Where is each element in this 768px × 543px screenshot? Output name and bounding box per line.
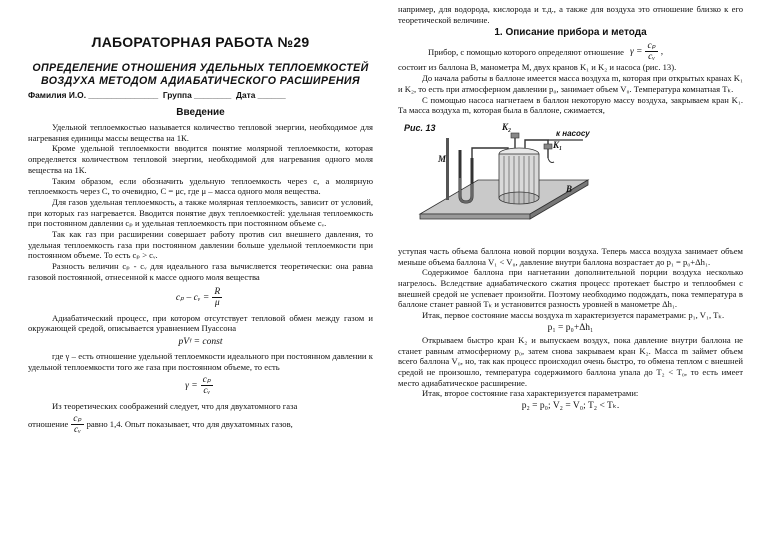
manometer-stand [446, 138, 449, 200]
denominator: cᵥ [73, 425, 81, 436]
apparatus-drawing [398, 118, 743, 242]
label-pump: к насосу [556, 128, 590, 138]
fig-caption: Рис. 13 [404, 122, 436, 133]
base-plate-edge [420, 214, 530, 219]
numerator: R [214, 286, 221, 297]
lab-subtitle-line-2: ВОЗДУХА МЕТОДОМ АДИАБАТИЧЕСКОГО РАСШИРЕНИЯ [40, 74, 361, 87]
fraction [212, 287, 222, 308]
section-heading: 1. Описание прибора и метода [494, 27, 647, 39]
formula-cp-cv [28, 287, 373, 308]
text: равно 1,4. Опыт показывает, что для двухатомных газов, [86, 419, 293, 430]
paragraph: Итак, второе состояние газа характеризуется параметрами: [422, 388, 639, 399]
fraction [71, 414, 83, 435]
k2-valve [511, 133, 519, 138]
paragraph: Разность величин cₚ - cᵥ для идеального газа вычисляется теоретически: она равна газовой постоянной, отнесенной к массе одного моля вещества [28, 261, 373, 282]
text: отношение [28, 419, 69, 430]
label-m: M [438, 153, 447, 164]
paragraph: Итак, первое состояние массы воздуха m характеризуется параметрами: p₁, V₁, Tₖ. [422, 310, 725, 321]
left-page [28, 18, 373, 435]
paragraph: До начала работы в баллоне имеется масса воздуха m, которая при открытых кранах K₁ и K₂, то есть при атмосферном давлении p₀, занимает объем V₀. Температура комнатная Tₖ. [398, 73, 743, 94]
right-page [398, 4, 743, 412]
formula-p1: p₁ = p₀+Δh₁ [547, 322, 594, 333]
paragraph: уступая часть объема баллона новой порции воздуха. Теперь масса воздуха занимает объем меньше объема баллона V₁ < V₀, давление внутри баллона возрастает до p₁ = p₀+Δh₁. [398, 245, 743, 267]
denominator: cᵥ [648, 52, 656, 63]
numerator: cₚ [202, 375, 211, 386]
paragraph: С помощью насоса нагнетаем в баллон некоторую массу воздуха, закрываем кран K₁. Та масса воздуха m, которая была в баллоне, сжимается, [398, 94, 743, 116]
lab-subtitle-line-1: ОПРЕДЕЛЕНИЕ ОТНОШЕНИЯ УДЕЛЬНЫХ ТЕПЛОЕМКОСТЕЙ [32, 62, 369, 74]
apparatus-figure [398, 118, 743, 242]
paragraph: Адиабатический процесс, при котором отсутствует тепловой обмен между газом и окружающей средой, описывается уравнением Пуассона [28, 312, 373, 334]
text: Прибор, с помощью которого определяют отношение [428, 46, 624, 57]
label-k1: K₁ [553, 139, 563, 150]
paragraph: Кроме удельной теплоемкости вводится понятие молярной теплоемкости, которая определяется количеством тепловой энергии, необходимой для нагревания одного моля вещества на 1К. [28, 143, 373, 175]
paragraph: Таким образом, если обозначить удельную теплоемкость через с, а молярную теплоемкость через С, то очевидно, С = μс, где μ – масса одного моля вещества. [28, 175, 373, 197]
label-b: B [566, 183, 573, 194]
numerator: cₚ [73, 414, 82, 425]
k1-valve [544, 144, 552, 149]
formula-state-2: p₂ = p₀; V₂ = V₀; T₂ < Tₖ. [521, 401, 620, 412]
comma: , [660, 46, 664, 57]
formula-left: cₚ – cᵥ = [175, 292, 210, 303]
intro-heading: Введение [176, 107, 225, 118]
paragraph [398, 41, 743, 62]
formula-left: γ = [629, 46, 643, 57]
paragraph: состоит из баллона B, манометра M, двух кранов K₁ и K₂ и насоса (рис. 13). [398, 62, 677, 73]
paragraph [28, 414, 373, 435]
fraction [645, 41, 657, 62]
formula-gamma [28, 375, 373, 396]
paragraph: Для газов удельная теплоемкость, а также молярная теплоемкость, зависит от условий, при которых газ нагревается. Вводится понятие двух теплоемкостей: удельная теплоемкость при постоянном давлении cₚ и удельная теплоемкость при постоянном объеме cᵥ. [28, 196, 373, 229]
lab-title: ЛАБОРАТОРНАЯ РАБОТА №29 [91, 34, 310, 50]
paragraph: где γ – есть отношение удельной теплоемкости идеального при постоянном давлении к удельной теплоемкости того же газа при постоянном объеме, то есть [28, 350, 373, 372]
numerator: cₚ [647, 41, 656, 52]
paragraph: например, для водорода, кислорода и т.д., а также для воздуха это отношение близко к его теоретической величине. [398, 4, 743, 25]
formula-gamma [630, 41, 663, 62]
paragraph: Содержимое баллона при нагнетании дополнительной порции воздуха несколько нагрелось. Вследствие адиабатического сжатия процесс протекает быстро и теплообмен с внешней средой не успевает произойти. Поэтому необходимо подождать, пока температура в баллоне станет равной Tₖ и установится разность уровней в манометре Δh₁. [398, 267, 743, 310]
paragraph: Открываем быстро кран K₂ и выпускаем воздух, пока давление внутри баллона не станет равным атмосферному p₀, затем снова закрываем кран K₂. Масса m займет объем всего баллона V₀, но, так как процесс происходил очень быстро, то обмена теплом с внешней средой не произошло, температура содержимого баллона упала до T₂ < T₀, то есть имеет место адиабатическое расширение. [398, 334, 743, 388]
tube-curl [548, 158, 554, 163]
denominator: cᵥ [203, 386, 211, 397]
paragraph: Из теоретических соображений следует, что для двухатомного газа [52, 401, 298, 412]
paragraph: Удельной теплоемкостью называется количество тепловой энергии, необходимое для нагревания единицы массы вещества на 1К. [28, 122, 373, 143]
formula-left: γ = [185, 380, 198, 391]
label-k2: K₂ [502, 121, 512, 132]
student-info-line: Фамилия И.О. _______________ Группа ________ Дата ______ [28, 90, 286, 100]
denominator: μ [214, 297, 220, 308]
paragraph: Так как газ при расширении совершает работу против сил внешнего давления, то удельная теплоемкость газа при постоянном давлении больше удельной теплоемкости при постоянном объеме. То есть cₚ > cᵥ. [28, 229, 373, 261]
fraction [201, 375, 213, 396]
formula-poisson: pVᵞ = const [178, 336, 223, 347]
